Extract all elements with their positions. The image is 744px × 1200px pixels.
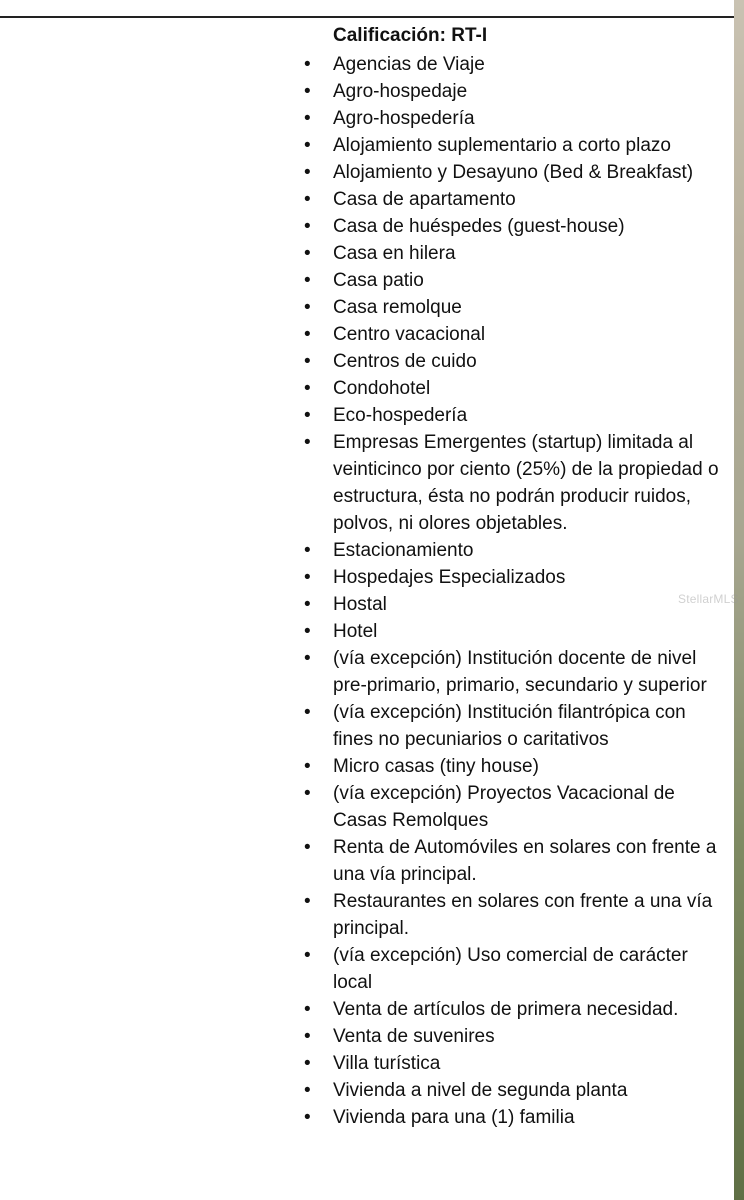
list-item: • Agencias de Viaje [300,51,725,78]
list-item: • Centros de cuido [300,348,725,375]
list-item: • Hotel [300,618,725,645]
list-item: • Alojamiento suplementario a corto plazo [300,132,725,159]
watermark: StellarMLS [678,592,739,606]
list-item: • Venta de suvenires [300,1023,725,1050]
list-item: • Casa patio [300,267,725,294]
list-item: • Villa turística [300,1050,725,1077]
list-item: • Vivienda para una (1) familia [300,1104,725,1131]
list-item: • Venta de artículos de primera necesidad. [300,996,725,1023]
list-item: • Condohotel [300,375,725,402]
list-item: • Eco-hospedería [300,402,725,429]
permitted-uses-list [300,51,725,1131]
list-item: • (vía excepción) Proyectos Vacacional de Casas Remolques [300,780,725,834]
list-item: • Casa remolque [300,294,725,321]
list-item: • Micro casas (tiny house) [300,753,725,780]
list-item: • Casa de apartamento [300,186,725,213]
list-item: • Agro-hospedaje [300,78,725,105]
list-item: • (vía excepción) Institución filantrópica con fines no pecuniarios o caritativos [300,699,725,753]
list-item: • Casa de huéspedes (guest-house) [300,213,725,240]
top-divider [0,16,734,18]
list-item: • Restaurantes en solares con frente a una vía principal. [300,888,725,942]
list-item: • Casa en hilera [300,240,725,267]
list-item: • Estacionamiento [300,537,725,564]
zoning-document [300,22,725,1131]
list-item: • Hostal [300,591,725,618]
list-item: • Alojamiento y Desayuno (Bed & Breakfast) [300,159,725,186]
list-item: • (vía excepción) Institución docente de nivel pre-primario, primario, secundario y superior [300,645,725,699]
list-item: • Vivienda a nivel de segunda planta [300,1077,725,1104]
list-item: • Centro vacacional [300,321,725,348]
list-item: • Empresas Emergentes (startup) limitada al veinticinco por ciento (25%) de la propiedad o estructura, ésta no podrán producir ruidos, polvos, ni olores objetables. [300,429,725,537]
list-item: • Renta de Automóviles en solares con frente a una vía principal. [300,834,725,888]
list-item: • (vía excepción) Uso comercial de carácter local [300,942,725,996]
zoning-heading: Calificación: RT-I [333,25,488,46]
list-item: • Agro-hospedería [300,105,725,132]
list-item: • Hospedajes Especializados [300,564,725,591]
